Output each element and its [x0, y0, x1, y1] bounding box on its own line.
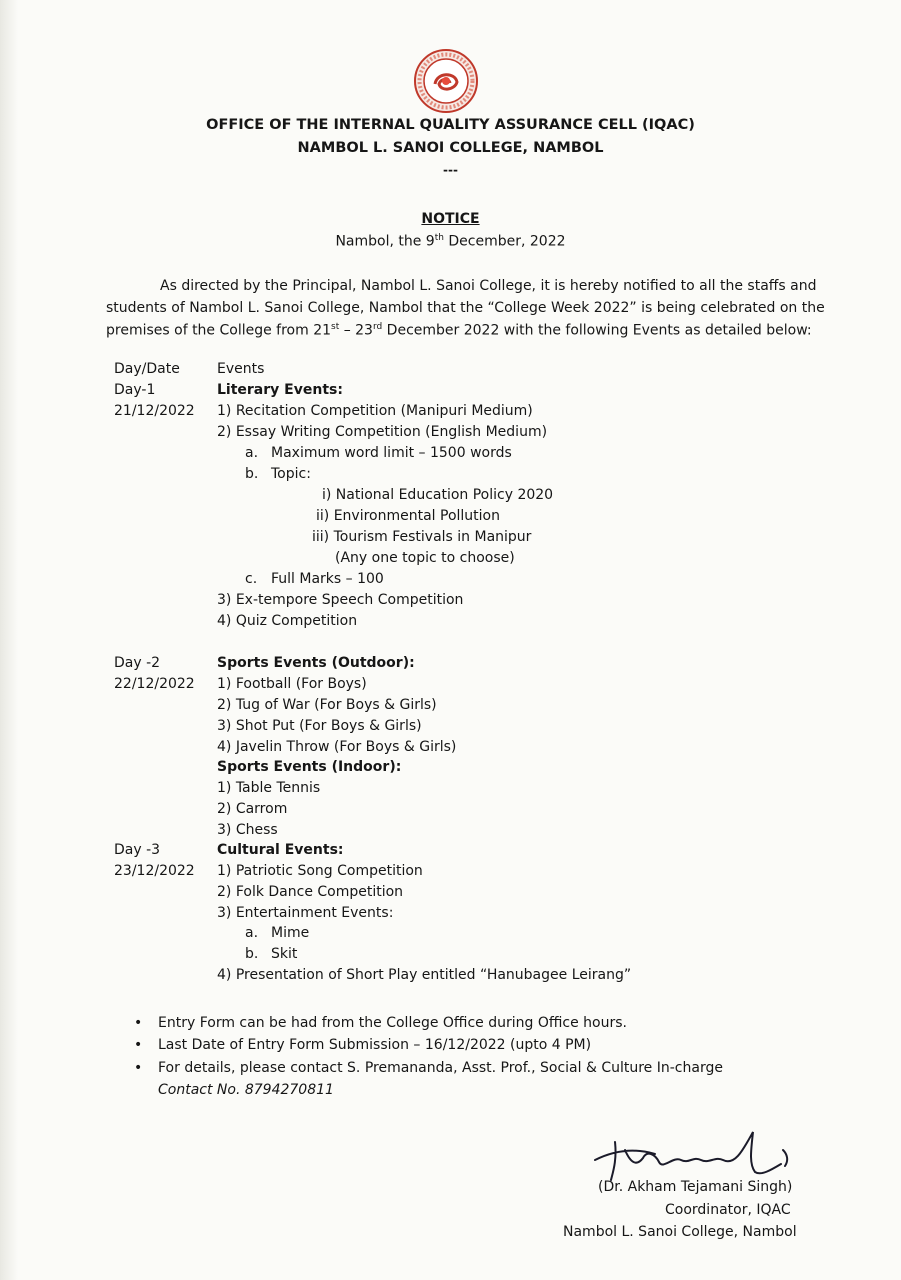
contact-number: Contact No. 8794270811 [158, 1082, 334, 1098]
intro-line-3: premises of the College from 21st – 23rd December 2022 with the following Events as detailed below: [106, 322, 812, 339]
day3-event-4: 4) Presentation of Short Play entitled “Hanubagee Leirang” [217, 967, 632, 983]
day3-label: Day -3 [114, 842, 161, 858]
bullet-dot: • [134, 1015, 143, 1031]
day1-sub-c: Full Marks – 100 [271, 571, 384, 587]
day1-date: 21/12/2022 [114, 403, 195, 419]
day1-topic-1: i) National Education Policy 2020 [322, 487, 554, 503]
day2-indoor-2: 2) Carrom [217, 801, 288, 817]
day3-sub-a-mark: a. [245, 925, 259, 941]
column-events: Events [217, 361, 265, 377]
bullet-entry-form: Entry Form can be had from the College Office during Office hours. [158, 1015, 627, 1031]
day2-indoor-1: 1) Table Tennis [217, 780, 321, 796]
day3-event-3: 3) Entertainment Events: [217, 905, 394, 921]
day1-heading: Literary Events: [217, 382, 343, 398]
day1-event-1: 1) Recitation Competition (Manipuri Medium) [217, 403, 533, 419]
notice-date: Nambol, the 9th December, 2022 [335, 233, 566, 250]
day3-heading: Cultural Events: [217, 842, 344, 858]
day2-label: Day -2 [114, 655, 161, 671]
office-heading: OFFICE OF THE INTERNAL QUALITY ASSURANCE CELL (IQAC) [206, 117, 695, 133]
bullet-dot: • [134, 1060, 143, 1076]
day2-heading-indoor: Sports Events (Indoor): [217, 759, 402, 775]
day2-outdoor-2: 2) Tug of War (For Boys & Girls) [217, 697, 437, 713]
day1-topic-note: (Any one topic to choose) [335, 550, 515, 566]
bullet-last-date: Last Date of Entry Form Submission – 16/12/2022 (upto 4 PM) [158, 1037, 592, 1053]
column-day-date: Day/Date [114, 361, 180, 377]
day3-sub-b-mark: b. [245, 946, 259, 962]
signatory-role: Coordinator, IQAC [665, 1202, 791, 1218]
day1-event-3: 3) Ex-tempore Speech Competition [217, 592, 464, 608]
intro-line-2: students of Nambol L. Sanoi College, Nambol that the “College Week 2022” is being celebrated on the [106, 300, 825, 316]
day2-date: 22/12/2022 [114, 676, 195, 692]
day2-outdoor-4: 4) Javelin Throw (For Boys & Girls) [217, 739, 457, 755]
day1-topic-2: ii) Environmental Pollution [316, 508, 500, 524]
day1-event-2: 2) Essay Writing Competition (English Medium) [217, 424, 548, 440]
day3-event-1: 1) Patriotic Song Competition [217, 863, 423, 879]
intro-line-1: As directed by the Principal, Nambol L. Sanoi College, it is hereby notified to all the staffs and [160, 278, 817, 294]
scan-edge [0, 0, 18, 1280]
day1-topic-3: iii) Tourism Festivals in Manipur [312, 529, 532, 545]
day3-date: 23/12/2022 [114, 863, 195, 879]
day3-sub-b: Skit [271, 946, 298, 962]
day1-sub-b-mark: b. [245, 466, 259, 482]
day1-sub-b: Topic: [271, 466, 311, 482]
day3-sub-a: Mime [271, 925, 310, 941]
notice-title: NOTICE [421, 211, 480, 227]
signatory-name: (Dr. Akham Tejamani Singh) [598, 1179, 793, 1195]
bullet-contact: For details, please contact S. Premananda, Asst. Prof., Social & Culture In-charge [158, 1060, 723, 1076]
signatory-college: Nambol L. Sanoi College, Nambol [563, 1224, 797, 1240]
day1-event-4: 4) Quiz Competition [217, 613, 358, 629]
heading-separator: --- [443, 163, 458, 177]
day2-heading-outdoor: Sports Events (Outdoor): [217, 655, 415, 671]
day1-sub-a-mark: a. [245, 445, 259, 461]
bullet-dot: • [134, 1037, 143, 1053]
day2-indoor-3: 3) Chess [217, 822, 278, 838]
day2-outdoor-1: 1) Football (For Boys) [217, 676, 367, 692]
day3-event-2: 2) Folk Dance Competition [217, 884, 404, 900]
college-heading: NAMBOL L. SANOI COLLEGE, NAMBOL [297, 140, 604, 156]
day1-sub-a: Maximum word limit – 1500 words [271, 445, 512, 461]
day1-label: Day-1 [114, 382, 156, 398]
day1-sub-c-mark: c. [245, 571, 258, 587]
college-seal-logo [413, 48, 479, 114]
day2-outdoor-3: 3) Shot Put (For Boys & Girls) [217, 718, 422, 734]
